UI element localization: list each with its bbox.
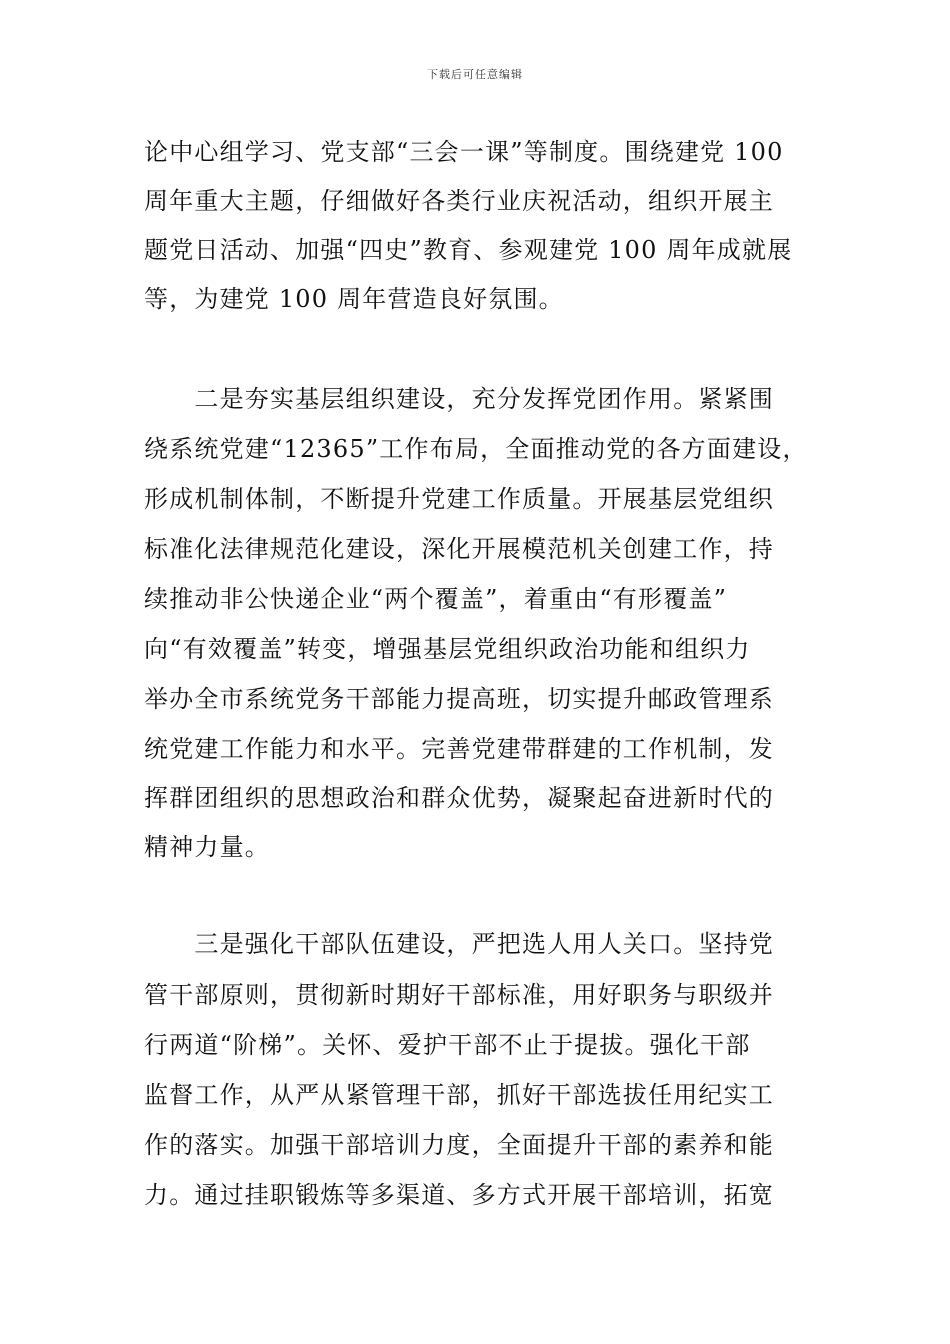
paragraph-3-line-1: 三是强化干部队伍建设，严把选人用人关口。坚持党	[144, 930, 774, 958]
paragraph-3-line-5: 作的落实。加强干部培训力度，全面提升干部的素养和能	[144, 1131, 774, 1159]
paragraph-2-line-2: 绕系统党建“12365”工作布局，全面推动党的各方面建设，	[144, 435, 808, 463]
paragraph-3-line-3: 行两道“阶梯”。关怀、爱护干部不止于提拔。强化干部	[144, 1031, 751, 1059]
paragraph-3-line-4: 监督工作，从严从紧管理干部，抓好干部选拔任用纪实工	[144, 1081, 774, 1109]
paragraph-1-line-3: 题党日活动、加强“四史”教育、参观建党 100 周年成就展	[144, 236, 793, 264]
paragraph-2-line-1: 二是夯实基层组织建设，充分发挥党团作用。紧紧围	[144, 385, 774, 413]
paragraph-2-line-3: 形成机制体制，不断提升党建工作质量。开展基层党组织	[144, 485, 774, 513]
paragraph-2-line-4: 标准化法律规范化建设，深化开展模范机关创建工作，持	[144, 535, 774, 563]
paragraph-2-line-7: 举办全市系统党务干部能力提高班，切实提升邮政管理系	[144, 685, 774, 713]
paragraph-2-line-8: 统党建工作能力和水平。完善党建带群建的工作机制，发	[144, 735, 774, 763]
paragraph-2-line-9: 挥群团组织的思想政治和群众优势，凝聚起奋进新时代的	[144, 784, 774, 812]
paragraph-3-line-6: 力。通过挂职锻炼等多渠道、多方式开展干部培训，拓宽	[144, 1181, 774, 1209]
paragraph-2-line-10: 精神力量。	[144, 833, 270, 861]
paragraph-1-line-4: 等，为建党 100 周年营造良好氛围。	[144, 285, 564, 313]
page-header: 下载后可任意编辑	[427, 68, 523, 81]
paragraph-1-line-1: 论中心组学习、党支部“三会一课”等制度。围绕建党 100	[144, 138, 784, 166]
paragraph-2-line-5: 续推动非公快递企业“两个覆盖”，着重由“有形覆盖”	[144, 585, 728, 613]
paragraph-2-line-6: 向“有效覆盖”转变，增强基层党组织政治功能和组织力	[144, 635, 751, 663]
paragraph-3-line-2: 管干部原则，贯彻新时期好干部标准，用好职务与职级并	[144, 981, 774, 1009]
paragraph-1-line-2: 周年重大主题，仔细做好各类行业庆祝活动，组织开展主	[144, 187, 774, 215]
